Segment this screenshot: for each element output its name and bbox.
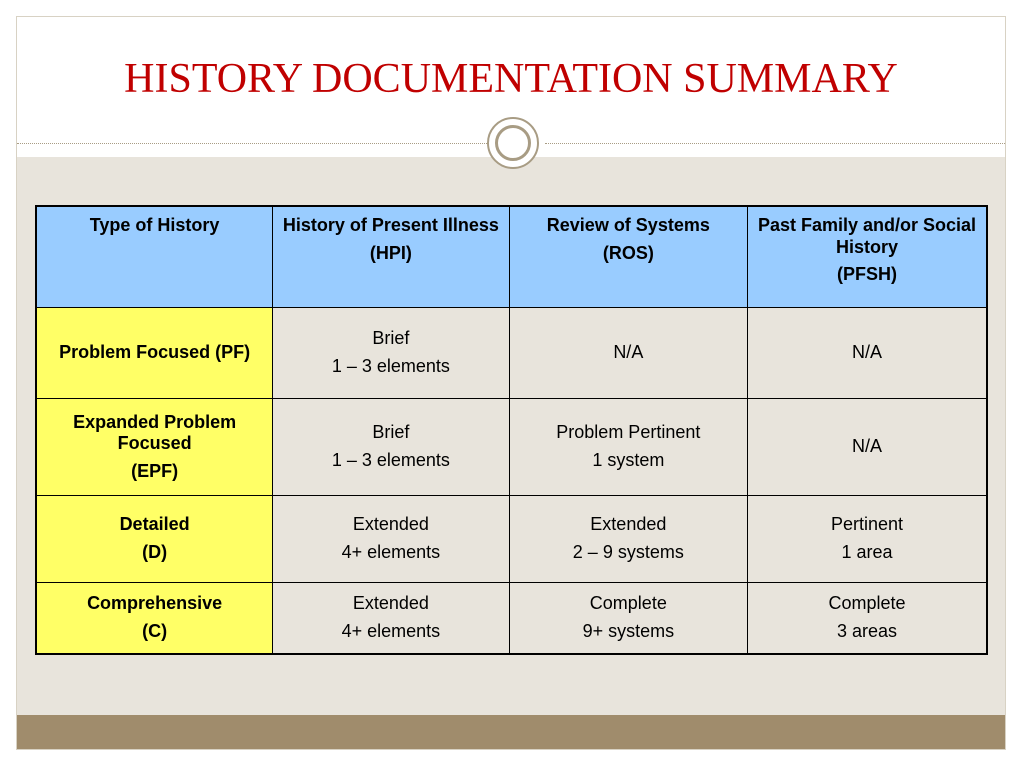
cell-hpi: Extended 4+ elements (273, 496, 509, 583)
divider-right (545, 143, 1005, 144)
footer-bar (17, 715, 1005, 749)
cell-ros: Complete 9+ systems (509, 583, 747, 655)
cell-hpi: Brief 1 – 3 elements (273, 399, 509, 496)
table-row (36, 583, 987, 655)
cell-ros: Extended 2 – 9 systems (509, 496, 747, 583)
cell-pfsh: N/A (748, 399, 987, 496)
header-type-of-history: Type of History (36, 206, 273, 308)
divider-left (17, 143, 487, 144)
row-label-problem-focused: Problem Focused (PF) (36, 308, 273, 399)
table-row (36, 496, 987, 583)
cell-hpi: Extended 4+ elements (273, 583, 509, 655)
row-label-detailed: Detailed (D) (36, 496, 273, 583)
cell-pfsh: N/A (748, 308, 987, 399)
slide (16, 16, 1006, 750)
history-summary-table (35, 205, 988, 655)
cell-hpi: Brief 1 – 3 elements (273, 308, 509, 399)
table-header-row (36, 206, 987, 308)
cell-ros: N/A (509, 308, 747, 399)
cell-pfsh: Complete 3 areas (748, 583, 987, 655)
table-row (36, 399, 987, 496)
header-pfsh: Past Family and/or Social History (PFSH) (748, 206, 987, 308)
circle-ornament-icon (487, 117, 539, 169)
table-row (36, 308, 987, 399)
row-label-expanded-problem-focused: Expanded Problem Focused (EPF) (36, 399, 273, 496)
header-ros: Review of Systems (ROS) (509, 206, 747, 308)
cell-ros: Problem Pertinent 1 system (509, 399, 747, 496)
row-label-comprehensive: Comprehensive (C) (36, 583, 273, 655)
cell-pfsh: Pertinent 1 area (748, 496, 987, 583)
slide-title: HISTORY DOCUMENTATION SUMMARY (124, 56, 898, 102)
header-hpi: History of Present Illness (HPI) (273, 206, 509, 308)
